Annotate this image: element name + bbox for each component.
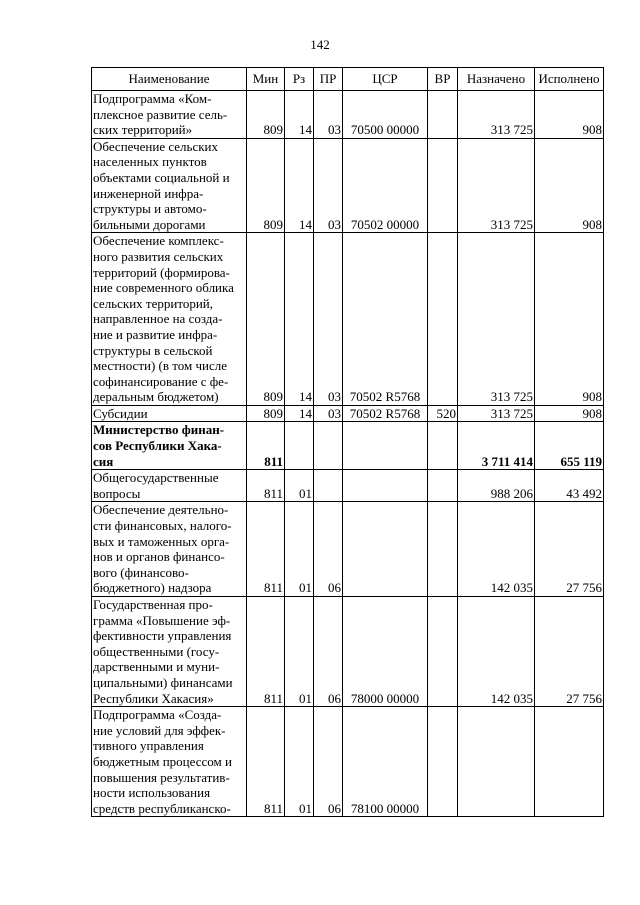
header-name: Наименование bbox=[92, 68, 247, 91]
row-name-cell bbox=[92, 405, 247, 422]
row-pr-cell: 03 bbox=[314, 138, 343, 233]
row-csr-cell: 70502 R5768 bbox=[343, 233, 428, 406]
row-csr-cell bbox=[343, 470, 428, 502]
row-name-line: нов и органов финансо- bbox=[93, 549, 225, 565]
row-name-line: Республики Хакасия» bbox=[93, 690, 214, 706]
row-name-line: повышения результатив- bbox=[93, 769, 230, 785]
row-pr-cell bbox=[314, 422, 343, 470]
table-row bbox=[92, 470, 604, 502]
row-pr-cell: 03 bbox=[314, 233, 343, 406]
row-name-line: Субсидии bbox=[93, 405, 148, 421]
row-assigned-cell: 142 035 bbox=[458, 597, 535, 707]
row-vr-cell: 520 bbox=[428, 405, 458, 422]
row-name-line: сельских территорий, bbox=[93, 295, 213, 311]
row-name-line: фективности управления bbox=[93, 628, 232, 644]
row-name-line: бильными дорогами bbox=[93, 216, 206, 232]
row-name-cell bbox=[92, 707, 247, 817]
row-pr-cell: 03 bbox=[314, 405, 343, 422]
row-vr-cell bbox=[428, 707, 458, 817]
row-name-line: ние и развитие инфра- bbox=[93, 326, 218, 342]
row-vr-cell bbox=[428, 233, 458, 406]
row-assigned-cell: 988 206 bbox=[458, 470, 535, 502]
row-name-line: софинансирование с фе- bbox=[93, 373, 229, 389]
row-name-line: ние современного облика bbox=[93, 280, 234, 296]
table-row bbox=[92, 233, 604, 406]
row-name-cell bbox=[92, 422, 247, 470]
row-rz-cell bbox=[285, 422, 314, 470]
row-rz-cell: 14 bbox=[285, 91, 314, 139]
row-name-line: инженерной инфра- bbox=[93, 185, 204, 201]
row-executed-cell: 655 119 bbox=[535, 422, 604, 470]
row-name-line: бюджетного) надзора bbox=[93, 580, 212, 596]
row-name-line: Подпрограмма «Созда- bbox=[93, 707, 222, 723]
row-executed-cell: 908 bbox=[535, 405, 604, 422]
table-row bbox=[92, 405, 604, 422]
row-assigned-cell: 3 711 414 bbox=[458, 422, 535, 470]
row-executed-cell bbox=[535, 707, 604, 817]
row-name-line: вых и таможенных орга- bbox=[93, 533, 230, 549]
table-header-row bbox=[92, 68, 604, 91]
row-assigned-cell: 313 725 bbox=[458, 405, 535, 422]
row-min-cell: 811 bbox=[247, 597, 285, 707]
row-csr-cell: 78100 00000 bbox=[343, 707, 428, 817]
row-name-line: Государственная про- bbox=[93, 597, 213, 612]
row-name-cell bbox=[92, 470, 247, 502]
row-name-line: средств республиканско- bbox=[93, 800, 231, 816]
header-csr: ЦСР bbox=[343, 68, 428, 91]
row-csr-cell: 70502 00000 bbox=[343, 138, 428, 233]
row-assigned-cell: 313 725 bbox=[458, 138, 535, 233]
row-min-cell: 811 bbox=[247, 502, 285, 597]
row-name-line: ципальными) финансами bbox=[93, 674, 233, 690]
row-csr-cell: 70500 00000 bbox=[343, 91, 428, 139]
row-name-line: грамма «Повышение эф- bbox=[93, 612, 231, 628]
row-name-line: Обеспечение сельских bbox=[93, 138, 218, 154]
row-rz-cell: 14 bbox=[285, 405, 314, 422]
header-min: Мин bbox=[247, 68, 285, 91]
row-name-line: сов Республики Хака- bbox=[93, 438, 222, 454]
row-name-line: Общегосударственные bbox=[93, 470, 219, 486]
row-min-cell: 809 bbox=[247, 233, 285, 406]
row-name-line: деральным бюджетом) bbox=[93, 389, 219, 405]
row-min-cell: 811 bbox=[247, 470, 285, 502]
row-name-line: сти финансовых, налого- bbox=[93, 518, 232, 534]
row-min-cell: 809 bbox=[247, 405, 285, 422]
row-name-cell bbox=[92, 233, 247, 406]
row-name-line: населенных пунктов bbox=[93, 154, 207, 170]
row-csr-cell: 78000 00000 bbox=[343, 597, 428, 707]
row-rz-cell: 01 bbox=[285, 707, 314, 817]
row-executed-cell: 908 bbox=[535, 138, 604, 233]
header-executed: Исполнено bbox=[535, 68, 604, 91]
row-name-line: ских территорий» bbox=[93, 122, 193, 138]
row-name-cell bbox=[92, 91, 247, 139]
page-number: 142 bbox=[310, 37, 330, 52]
table-row bbox=[92, 138, 604, 233]
row-csr-cell bbox=[343, 502, 428, 597]
budget-table bbox=[91, 67, 604, 817]
row-name-line: ного развития сельских bbox=[93, 248, 224, 264]
row-name-line: общественными (госу- bbox=[93, 643, 220, 659]
row-name-line: направленное на созда- bbox=[93, 311, 223, 327]
row-rz-cell: 01 bbox=[285, 470, 314, 502]
row-csr-cell bbox=[343, 422, 428, 470]
row-assigned-cell: 313 725 bbox=[458, 91, 535, 139]
row-name-cell bbox=[92, 597, 247, 707]
row-name-line: вого (финансово- bbox=[93, 564, 189, 580]
row-vr-cell bbox=[428, 138, 458, 233]
row-name-line: местности) (в том числе bbox=[93, 358, 228, 374]
table-row bbox=[92, 707, 604, 817]
header-vr: ВР bbox=[428, 68, 458, 91]
row-name-line: Обеспечение деятельно- bbox=[93, 502, 229, 518]
row-min-cell: 811 bbox=[247, 707, 285, 817]
header-assigned: Назначено bbox=[458, 68, 535, 91]
row-name-line: тивного управления bbox=[93, 738, 204, 754]
row-csr-cell: 70502 R5768 bbox=[343, 405, 428, 422]
row-pr-cell: 06 bbox=[314, 502, 343, 597]
row-name-line: территорий (формирова- bbox=[93, 264, 230, 280]
row-vr-cell bbox=[428, 91, 458, 139]
row-min-cell: 809 bbox=[247, 138, 285, 233]
row-name-line: структуры и автомо- bbox=[93, 201, 207, 217]
row-executed-cell: 908 bbox=[535, 91, 604, 139]
table-row bbox=[92, 502, 604, 597]
row-name-line: Министерство финан- bbox=[93, 422, 225, 438]
table-row bbox=[92, 91, 604, 139]
row-rz-cell: 14 bbox=[285, 138, 314, 233]
row-name-line: Подпрограмма «Ком- bbox=[93, 91, 212, 106]
row-name-line: ности использования bbox=[93, 785, 211, 801]
row-name-line: дарственными и муни- bbox=[93, 659, 220, 675]
row-name-cell bbox=[92, 502, 247, 597]
row-pr-cell: 03 bbox=[314, 91, 343, 139]
row-pr-cell bbox=[314, 470, 343, 502]
header-pr: ПР bbox=[314, 68, 343, 91]
row-assigned-cell: 313 725 bbox=[458, 233, 535, 406]
row-name-line: объектами социальной и bbox=[93, 169, 230, 185]
row-assigned-cell bbox=[458, 707, 535, 817]
row-name-line: бюджетным процессом и bbox=[93, 753, 232, 769]
row-name-line: Обеспечение комплекс- bbox=[93, 233, 224, 249]
row-vr-cell bbox=[428, 597, 458, 707]
row-vr-cell bbox=[428, 422, 458, 470]
row-rz-cell: 01 bbox=[285, 502, 314, 597]
row-executed-cell: 908 bbox=[535, 233, 604, 406]
row-min-cell: 809 bbox=[247, 91, 285, 139]
row-pr-cell: 06 bbox=[314, 707, 343, 817]
row-executed-cell: 43 492 bbox=[535, 470, 604, 502]
row-name-cell bbox=[92, 138, 247, 233]
row-rz-cell: 14 bbox=[285, 233, 314, 406]
row-executed-cell: 27 756 bbox=[535, 597, 604, 707]
row-min-cell: 811 bbox=[247, 422, 285, 470]
row-name-line: вопросы bbox=[93, 485, 141, 501]
row-name-line: плексное развитие сель- bbox=[93, 106, 228, 122]
table-body bbox=[92, 91, 604, 817]
row-name-line: ние условий для эффек- bbox=[93, 722, 226, 738]
row-vr-cell bbox=[428, 502, 458, 597]
row-pr-cell: 06 bbox=[314, 597, 343, 707]
row-vr-cell bbox=[428, 470, 458, 502]
row-executed-cell: 27 756 bbox=[535, 502, 604, 597]
table-row bbox=[92, 597, 604, 707]
row-name-line: структуры в сельской bbox=[93, 342, 213, 358]
row-rz-cell: 01 bbox=[285, 597, 314, 707]
row-name-line: сия bbox=[93, 453, 114, 469]
header-rz: Рз bbox=[285, 68, 314, 91]
table-row bbox=[92, 422, 604, 470]
row-assigned-cell: 142 035 bbox=[458, 502, 535, 597]
